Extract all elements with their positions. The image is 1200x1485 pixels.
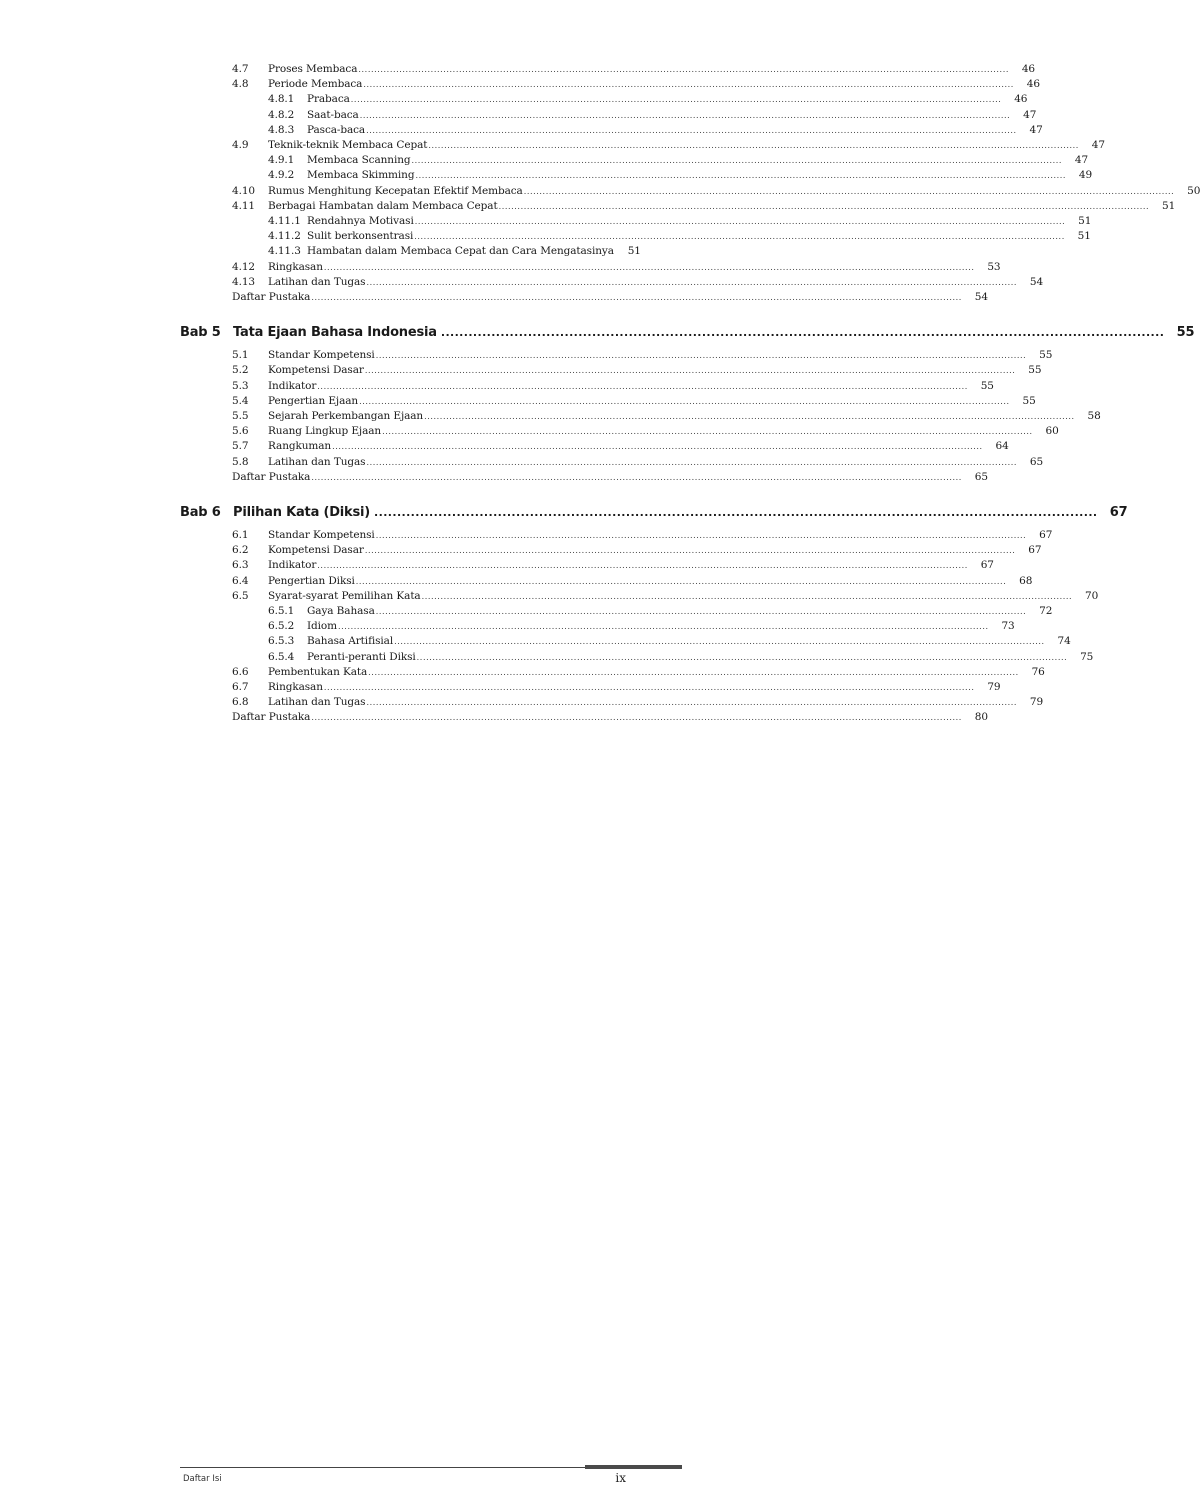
toc-entry-number: 6.5.2 (268, 620, 295, 633)
dot-leader (428, 141, 1079, 150)
toc-entry (232, 78, 1040, 94)
chapter-title: Pilihan Kata (Diksi) (233, 505, 371, 520)
toc-entry (268, 154, 1089, 170)
toc-entry-title: Idiom (307, 620, 338, 633)
toc-entry-page-number: 80 (974, 711, 988, 724)
toc-entry-page-number: 55 (1039, 349, 1053, 362)
dot-leader (317, 382, 968, 391)
toc-entry-page-number: 67 (1039, 529, 1053, 541)
dot-leader (441, 326, 1164, 339)
toc-entry-title: Rendahnya Motivasi (307, 215, 414, 227)
dot-leader (365, 366, 1016, 375)
toc-entry-page-number: 51 (1162, 199, 1176, 212)
toc-entry-title: Teknik-teknik Membaca Cepat (268, 139, 428, 151)
toc-entry-number: 4.7 (232, 63, 249, 75)
toc-entry-page-number: 49 (1078, 169, 1093, 182)
toc-entry-title: Peranti-peranti Diksi (307, 650, 416, 663)
toc-entry (232, 184, 1200, 201)
toc-entry-title: Latihan dan Tugas (268, 275, 366, 288)
toc-entry (232, 665, 1045, 682)
toc-entry-page-number: 55 (980, 379, 994, 392)
toc-entry-title: Daftar Pustaka (232, 291, 311, 303)
toc-entry (232, 199, 1176, 216)
toc-entry-page-number: 55 (1022, 394, 1036, 407)
dot-leader (374, 506, 1097, 519)
toc-entry-title: Daftar Pustaka (232, 470, 311, 483)
toc-entry (232, 63, 1035, 79)
toc-entry-number: 4.9.1 (268, 154, 295, 167)
dot-leader (317, 561, 968, 570)
toc-entry-title: Bahasa Artifisial (307, 635, 394, 648)
toc-entry-title: Pembentukan Kata (268, 665, 368, 678)
toc-entry-title: Standar Kompetensi (268, 529, 375, 541)
toc-entry (232, 379, 994, 396)
toc-entry-page-number: 60 (1045, 425, 1059, 438)
toc-entry (232, 349, 1053, 365)
toc-entry-title: Membaca Scanning (307, 154, 411, 167)
toc-entry-number: 6.8 (232, 696, 249, 709)
toc-entry-page-number: 47 (1091, 139, 1105, 151)
footer-section-title: Daftar Isi (183, 1474, 222, 1484)
toc-entry (268, 245, 641, 261)
dot-leader (311, 713, 962, 722)
toc-entry (232, 696, 1044, 712)
dot-leader (424, 412, 1075, 421)
toc-entry-title: Membaca Skimming (307, 169, 415, 182)
dot-leader (415, 217, 1066, 226)
toc-entry-title: Indikator (268, 559, 317, 572)
toc-entry-number: 5.3 (232, 379, 249, 392)
dot-leader (368, 668, 1019, 677)
toc-entry-title: Syarat-syarat Pemilihan Kata (268, 589, 421, 602)
chapter-number: Bab 6 (180, 505, 221, 520)
dot-leader (417, 653, 1068, 662)
dot-leader (524, 187, 1175, 196)
toc-entry-page-number: 76 (1031, 665, 1045, 678)
toc-entry-page-number: 79 (1029, 696, 1044, 709)
dot-leader (359, 397, 1010, 406)
toc-entry-number: 6.3 (232, 559, 249, 572)
toc-entry (232, 139, 1105, 155)
toc-entry (232, 470, 988, 487)
footer-rule-accent (585, 1465, 682, 1469)
toc-entry-page-number: 54 (974, 291, 988, 303)
dot-leader (394, 637, 1045, 646)
toc-entry-page-number: 54 (1029, 275, 1044, 288)
toc-entry-title: Kompetensi Dasar (268, 364, 364, 377)
toc-entry-title: Saat-baca (307, 108, 359, 121)
toc-entry (268, 93, 1028, 109)
toc-entry-page-number: 50 (1187, 184, 1200, 197)
toc-entry-number: 4.10 (232, 184, 255, 197)
toc-entry-title: Daftar Pustaka (232, 711, 311, 724)
toc-entry-number: 4.9 (232, 139, 249, 151)
toc-entry-title: Prabaca (307, 93, 350, 106)
toc-entry (232, 455, 1044, 472)
toc-entry-number: 6.7 (232, 681, 249, 693)
toc-entry-title: Gaya Bahasa (307, 605, 375, 617)
toc-entry (268, 620, 1015, 636)
toc-entry-number: 4.11.3 (268, 245, 301, 258)
toc-entry (232, 260, 1001, 277)
toc-entry-page-number: 64 (995, 440, 1009, 453)
dot-leader (376, 531, 1027, 540)
toc-entry (268, 650, 1094, 667)
dot-leader (363, 80, 1014, 89)
toc-entry-number: 6.4 (232, 574, 249, 587)
toc-entry-page-number: 65 (974, 470, 988, 483)
toc-chapter-heading (180, 505, 1128, 527)
toc-entry-page-number: 46 (1026, 78, 1040, 91)
toc-entry (268, 108, 1037, 125)
toc-entry (232, 410, 1101, 426)
toc-entry-number: 4.11 (232, 199, 255, 212)
dot-leader (358, 65, 1009, 74)
dot-leader (351, 95, 1002, 104)
toc-entry-number: 4.13 (232, 275, 255, 288)
footer-rule (180, 1467, 630, 1468)
toc-entry (232, 544, 1042, 560)
toc-entry-page-number: 67 (1028, 544, 1042, 557)
chapter-number: Bab 5 (180, 325, 221, 341)
dot-leader (411, 156, 1062, 165)
toc-entry (232, 711, 988, 727)
toc-entry-title: Rangkuman (268, 440, 332, 453)
toc-entry-number: 4.8.3 (268, 123, 295, 136)
toc-entry (232, 291, 988, 307)
toc-entry-page-number: 46 (1014, 93, 1028, 106)
toc-entry-number: 4.8.2 (268, 108, 295, 121)
toc-entry-number: 6.5 (232, 589, 249, 602)
toc-entry-number: 6.5.3 (268, 635, 295, 648)
toc-entry-page-number: 65 (1029, 455, 1044, 468)
toc-entry-number: 4.8.1 (268, 93, 295, 106)
chapter-title: Tata Ejaan Bahasa Indonesia (233, 325, 437, 341)
toc-entry (232, 529, 1053, 545)
toc-entry-number: 5.1 (232, 349, 249, 362)
toc-entry-page-number: 67 (980, 559, 994, 572)
toc-entry (232, 440, 1009, 456)
toc-entry-page-number: 51 (1077, 230, 1091, 243)
dot-leader (324, 263, 975, 272)
toc-entry-page-number: 47 (1029, 123, 1043, 136)
dot-leader (366, 698, 1017, 707)
toc-entry (232, 589, 1099, 606)
dot-leader (324, 683, 975, 692)
toc-entry-title: Latihan dan Tugas (268, 455, 366, 468)
toc-entry-page-number: 73 (1001, 620, 1015, 633)
toc-entry-title: Standar Kompetensi (268, 349, 375, 362)
toc-entry-title: Sejarah Perkembangan Ejaan (268, 410, 424, 422)
toc-entry-number: 4.9.2 (268, 169, 295, 182)
toc-entry (268, 215, 1092, 231)
dot-leader (422, 592, 1073, 601)
toc-entry-number: 4.8 (232, 78, 249, 91)
toc-entry-number: 4.11.1 (268, 215, 301, 227)
dot-leader (376, 607, 1027, 616)
dot-leader (376, 351, 1027, 360)
toc-entry (268, 123, 1043, 140)
dot-leader (415, 171, 1066, 180)
page-footer (0, 730, 800, 1485)
toc-entry-number: 6.2 (232, 544, 249, 557)
dot-leader (365, 546, 1016, 555)
dot-leader (382, 427, 1033, 436)
toc-entry-title: Pengertian Diksi (268, 574, 355, 587)
dot-leader (366, 458, 1017, 467)
dot-leader (338, 622, 989, 631)
toc-entry-title: Proses Membaca (268, 63, 358, 75)
toc-entry-title: Pasca-baca (307, 123, 366, 136)
toc-entry-number: 6.5.1 (268, 605, 295, 617)
toc-entry-number: 6.1 (232, 529, 249, 541)
toc-entry (268, 169, 1093, 185)
toc-entry (268, 230, 1091, 246)
footer-page-number: ix (615, 1471, 626, 1485)
dot-leader (356, 577, 1007, 586)
chapter-page-number: 67 (1109, 505, 1128, 520)
toc-chapter-heading (180, 325, 1195, 347)
table-of-contents (0, 0, 1200, 730)
toc-entry-page-number: 55 (1028, 364, 1042, 377)
toc-entry-page-number: 51 (627, 245, 641, 258)
toc-entry (268, 635, 1071, 651)
toc-entry-title: Indikator (268, 379, 317, 392)
toc-entry-title: Berbagai Hambatan dalam Membaca Cepat (268, 199, 498, 212)
toc-entry-title: Latihan dan Tugas (268, 696, 366, 709)
dot-leader (366, 278, 1017, 287)
toc-entry-number: 4.11.2 (268, 230, 301, 243)
toc-entry (232, 275, 1044, 292)
dot-leader (311, 473, 962, 482)
toc-entry-page-number: 51 (1078, 215, 1092, 227)
toc-entry-number: 5.4 (232, 394, 249, 407)
dot-leader (360, 111, 1011, 120)
toc-entry-page-number: 47 (1023, 108, 1037, 121)
toc-entry-title: Rumus Menghitung Kecepatan Efektif Membaca (268, 184, 523, 197)
toc-entry-page-number: 47 (1074, 154, 1089, 167)
toc-entry-title: Ringkasan (268, 681, 323, 693)
toc-entry-title: Ringkasan (268, 260, 323, 273)
toc-entry-page-number: 46 (1021, 63, 1035, 75)
toc-entry (232, 559, 994, 575)
toc-entry-title: Kompetensi Dasar (268, 544, 364, 557)
dot-leader (414, 232, 1065, 241)
dot-leader (366, 126, 1017, 135)
toc-entry-number: 5.7 (232, 440, 249, 453)
toc-entry-title: Sulit berkonsentrasi (307, 230, 414, 243)
toc-entry-number: 5.6 (232, 425, 249, 438)
toc-entry (232, 574, 1033, 591)
toc-entry-page-number: 68 (1019, 574, 1033, 587)
toc-entry-page-number: 58 (1087, 410, 1101, 422)
toc-entry-title: Pengertian Ejaan (268, 394, 359, 407)
toc-entry-number: 5.5 (232, 410, 249, 422)
toc-entry-number: 6.5.4 (268, 650, 295, 663)
toc-entry (232, 425, 1059, 441)
toc-entry-page-number: 79 (987, 681, 1001, 693)
toc-entry-number: 6.6 (232, 665, 249, 678)
toc-entry (268, 605, 1053, 621)
toc-entry-number: 5.2 (232, 364, 249, 377)
toc-entry-title: Hambatan dalam Membaca Cepat dan Cara Mengatasinya (307, 245, 614, 258)
dot-leader (332, 442, 983, 451)
chapter-page-number: 55 (1176, 325, 1195, 341)
toc-entry-page-number: 74 (1057, 635, 1071, 648)
toc-entry-title: Ruang Lingkup Ejaan (268, 425, 382, 438)
toc-entry-page-number: 70 (1085, 589, 1099, 602)
dot-leader (499, 202, 1150, 211)
toc-entry-page-number: 53 (987, 260, 1001, 273)
toc-entry-title: Periode Membaca (268, 78, 363, 91)
dot-leader (311, 293, 962, 302)
toc-entry (232, 394, 1036, 411)
toc-entry-page-number: 72 (1039, 605, 1053, 617)
toc-entry (232, 364, 1042, 380)
toc-entry-number: 4.12 (232, 260, 255, 273)
toc-entry-page-number: 75 (1080, 650, 1094, 663)
toc-entry (232, 681, 1001, 697)
toc-entry-number: 5.8 (232, 455, 249, 468)
